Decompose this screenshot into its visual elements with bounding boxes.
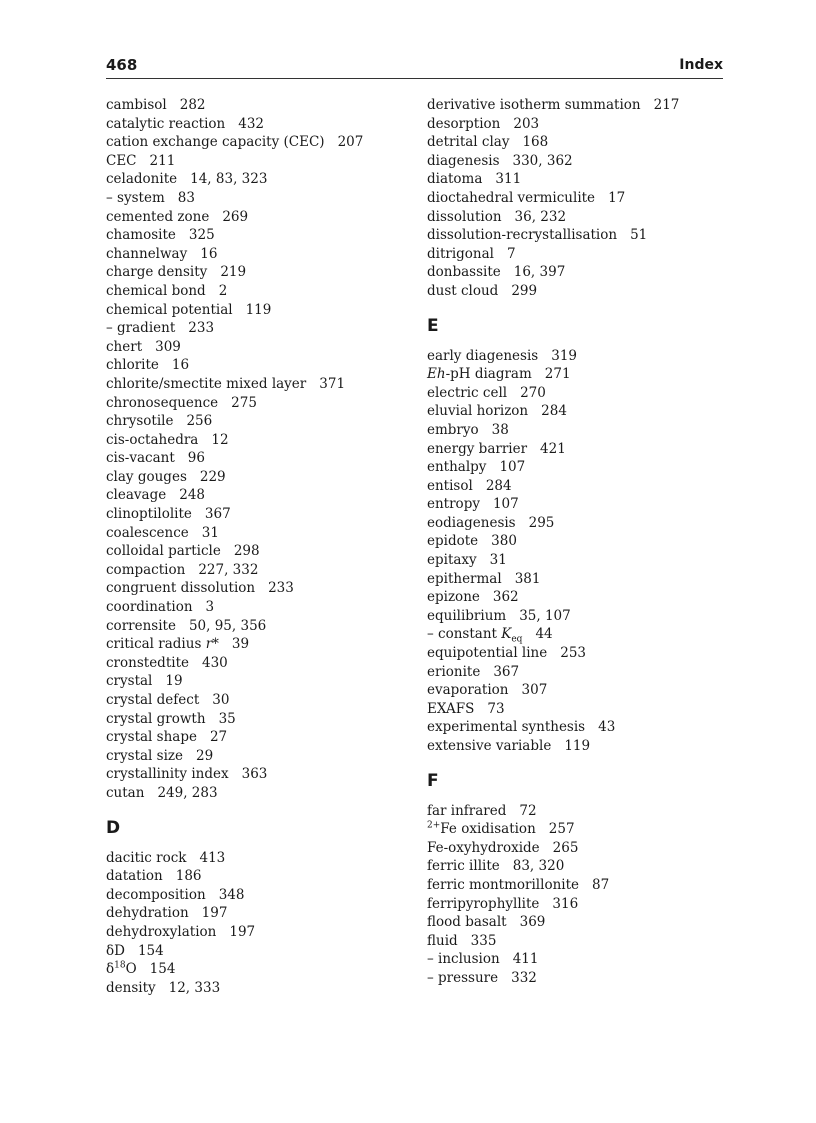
index-term: electric cell [427,384,508,401]
index-term-italic: r* [205,636,219,653]
index-page-numbers: 197 [229,923,256,940]
index-page-numbers: 227, 332 [198,561,259,578]
index-page-numbers: 282 [179,97,206,113]
index-entry [106,486,406,505]
index-page-numbers: 16, 397 [513,264,566,281]
index-entry [427,663,727,682]
index-term: ferripyrophyllite [427,895,540,912]
index-page-numbers: 371 [319,375,346,392]
index-page-numbers: 96 [187,450,205,467]
index-page-numbers: 330, 362 [512,152,573,169]
index-entry [427,950,727,969]
index-page-numbers: 31 [201,524,219,541]
index-page-numbers: 211 [149,152,176,169]
index-term: crystal size [106,747,183,764]
index-page-numbers: 19 [165,673,183,690]
index-page-numbers: 29 [196,747,214,764]
index-term: – inclusion [427,951,500,968]
index-page-numbers: 50, 95, 356 [188,617,267,634]
index-entry [106,412,406,431]
index-entry [106,561,406,580]
index-entry [106,960,406,979]
index-term-superscript: 18 [114,960,126,971]
section-letter-e: E [427,315,439,336]
index-term: erionite [427,663,481,680]
index-entry [106,598,406,617]
index-term: cronstedtite [106,654,189,671]
index-term: critical radius [106,636,202,653]
index-term: crystal shape [106,729,197,746]
index-entry [427,133,727,152]
index-term: cation exchange capacity (CEC) [106,134,325,151]
index-term: derivative isotherm summation [427,97,641,113]
index-entry [427,402,727,421]
index-page-numbers: 39 [231,636,250,653]
index-entry [427,551,727,570]
index-entry [106,152,406,171]
index-page-numbers: 107 [499,459,526,476]
index-page-numbers: 248 [179,487,206,504]
index-page-numbers: 72 [519,802,537,819]
index-page-numbers: 168 [522,134,549,151]
index-entry [106,904,406,923]
index-term: epidote [427,533,479,550]
page-header [106,56,723,79]
index-entry [427,245,727,264]
index-entry [427,737,727,756]
index-entry [106,301,406,320]
index-term-italic: Eh [427,366,446,383]
index-entry [427,913,727,932]
index-entry [106,189,406,208]
index-entry [427,514,727,533]
index-entry [427,644,727,663]
index-entry [106,747,406,766]
index-page-numbers: 17 [608,189,626,206]
index-term: diagenesis [427,152,500,169]
index-entries-d [106,849,406,998]
index-term: – gradient [106,320,176,337]
index-page-numbers: 411 [512,951,539,968]
index-page-numbers: 335 [470,932,497,949]
index-term: congruent dissolution [106,580,256,597]
index-term: ferric illite [427,858,500,875]
index-page-numbers: 36, 232 [514,208,567,225]
index-term: charge density [106,264,208,281]
index-term: crystal defect [106,692,200,708]
index-term: chamosite [106,227,176,244]
index-entry [106,710,406,729]
index-term: diatoma [427,171,483,188]
section-letter-d: D [106,817,121,838]
index-entry [106,208,406,227]
index-term: donbassite [427,264,501,281]
index-term: eluvial horizon [427,403,529,420]
index-term: ferric montmorillonite [427,876,580,893]
index-entry [427,477,727,496]
index-term: fluid [427,932,458,949]
index-page-numbers: 413 [199,849,226,866]
index-page-numbers: 229 [199,468,226,485]
index-term: O [125,961,137,978]
index-term: crystal growth [106,710,206,727]
index-term: dissolution [427,208,502,225]
index-term: – constant [427,626,497,643]
index-entry [427,532,727,551]
index-column-left [106,96,406,997]
index-term-continued: oxidisation [456,821,536,838]
index-entry [106,394,406,413]
index-term: chlorite [106,357,159,374]
index-term: channelway [106,245,188,262]
index-entry [106,449,406,468]
index-entry [106,672,406,691]
index-page-numbers: 298 [233,543,260,560]
index-term-subscript: eq [511,635,523,646]
index-entry [106,942,406,961]
index-page-numbers: 7 [507,245,516,262]
index-term: chert [106,338,143,355]
index-term: cutan [106,784,145,801]
index-term: desorption [427,115,501,132]
index-page-numbers: 253 [560,645,587,662]
index-entry [106,635,406,654]
index-entries-d-cont [427,96,727,301]
index-entry [106,245,406,264]
index-page-numbers: 284 [541,403,567,420]
index-entry [427,876,727,895]
index-term: cambisol [106,97,167,113]
index-term: enthalpy [427,459,487,476]
index-entry [427,718,727,737]
index-entry [106,867,406,886]
index-entry [427,625,727,644]
index-entry [106,282,406,301]
index-page-numbers: 325 [188,227,215,244]
index-term: crystal [106,673,153,690]
index-term-symbol: δ [106,961,115,978]
index-term: clay gouges [106,468,187,485]
index-page-numbers: 119 [245,301,272,318]
index-entry [427,170,727,189]
index-term: dissolution-recrystallisation [427,227,618,244]
index-entry [427,226,727,245]
index-page-numbers: 307 [521,682,548,699]
index-page-numbers: 119 [564,738,591,754]
index-page-numbers: 197 [201,905,228,922]
index-page-numbers: 87 [592,876,610,893]
index-page-numbers: 203 [513,115,540,132]
index-entry [106,886,406,905]
index-term: -pH diagram [445,366,532,383]
index-entries-c [106,96,406,803]
index-page-numbers: 51 [630,227,648,244]
index-entry [427,365,727,384]
index-page-numbers: 233 [268,580,294,597]
index-term: crystallinity index [106,766,229,783]
index-page-numbers: 332 [511,969,537,986]
index-term: far infrared [427,802,507,819]
index-page-numbers: 319 [551,347,578,364]
index-page-numbers: 73 [487,700,505,717]
page-number: 468 [106,56,138,74]
index-page-numbers: 256 [186,413,213,430]
index-term: – system [106,189,165,206]
index-entry [427,607,727,626]
index-term: dehydration [106,905,189,922]
index-page-numbers: 275 [231,394,257,411]
index-term: dust cloud [427,282,499,299]
index-term: experimental synthesis [427,719,586,736]
index-page-numbers: 154 [137,942,164,959]
index-term: dioctahedral vermiculite [427,189,596,206]
index-term: evaporation [427,682,509,699]
index-page-numbers: 16 [200,245,218,262]
index-entry [427,208,727,227]
index-page-numbers: 154 [149,961,176,978]
index-term: chemical bond [106,282,206,299]
index-entry [427,681,727,700]
index-page-numbers: 12, 333 [168,979,221,996]
index-term: eodiagenesis [427,514,516,531]
index-page-numbers: 367 [493,663,520,680]
index-term: datation [106,868,163,885]
index-entry [106,263,406,282]
index-term: epithermal [427,570,502,587]
index-term: detrital clay [427,134,510,151]
index-term: extensive variable [427,738,552,754]
index-entry [106,226,406,245]
index-page-numbers: 270 [520,384,546,401]
index-page-numbers: 27 [209,729,228,746]
index-term: coordination [106,599,193,616]
index-term: Fe [440,821,457,838]
index-entry [427,152,727,171]
index-term: entropy [427,496,480,513]
index-page-numbers: 363 [241,766,268,783]
index-term: embryo [427,421,479,438]
index-page-numbers: 12 [211,431,229,448]
index-entry [106,96,406,115]
index-page-numbers: 421 [540,440,566,457]
index-page-numbers: 381 [514,570,541,587]
index-page-numbers: 369 [519,914,546,931]
index-page-numbers: 35, 107 [519,607,571,624]
index-entry [427,115,727,134]
index-column-right [427,96,727,988]
index-page-numbers: 207 [337,134,364,151]
index-entry [106,505,406,524]
index-entry [427,700,727,719]
index-term: equilibrium [427,607,507,624]
index-page-numbers: 14, 83, 323 [190,171,268,188]
index-entry [427,421,727,440]
index-entry [106,542,406,561]
index-term: epitaxy [427,552,477,569]
index-entry [106,765,406,784]
index-term: catalytic reaction [106,115,226,132]
index-entry [427,440,727,459]
index-term: CEC [106,152,137,169]
index-entry [427,895,727,914]
index-entry [427,263,727,282]
index-page-numbers: 186 [175,868,202,885]
index-page-numbers: 316 [552,895,579,912]
index-page-numbers: 219 [220,264,247,281]
index-term: clinoptilolite [106,506,192,523]
index-page-numbers: 257 [548,821,575,838]
index-term: corrensite [106,617,176,634]
index-page-numbers: 271 [544,366,571,383]
index-term: decomposition [106,886,206,903]
index-term: Fe-oxyhydroxide [427,839,540,856]
index-page-numbers: 348 [218,886,245,903]
index-entry [427,495,727,514]
index-page-numbers: 107 [492,496,519,513]
index-term: chemical potential [106,301,233,318]
index-term: entisol [427,477,473,494]
index-term: celadonite [106,171,178,188]
index-page-numbers: 311 [495,171,522,188]
index-entry [106,170,406,189]
index-entry [427,282,727,301]
index-entry [106,923,406,942]
index-page-numbers: 367 [204,506,231,523]
index-page-numbers: 83 [177,189,195,206]
index-entry [106,338,406,357]
index-term: equipotential line [427,645,548,662]
index-page-numbers: 295 [528,514,555,531]
index-entry [106,579,406,598]
index-entry [427,857,727,876]
index-term: chronosequence [106,394,219,411]
index-entry [427,969,727,988]
index-page-numbers: 380 [491,533,517,550]
index-entry [427,189,727,208]
index-entry [106,115,406,134]
index-term: D [114,942,125,959]
index-page-numbers: 35 [218,710,236,727]
index-entry [106,617,406,636]
index-term: coalescence [106,524,189,541]
index-term-italic: K [501,626,512,643]
index-entry [106,691,406,710]
index-page-numbers: 269 [222,208,249,225]
index-term: ditrigonal [427,245,494,262]
index-page-numbers: 299 [511,282,538,299]
index-entry [106,133,406,152]
index-page-numbers: 3 [205,599,215,616]
index-page-numbers: 38 [491,421,509,438]
index-term: cemented zone [106,208,210,225]
index-page-numbers: 31 [489,552,507,569]
index-term-symbol: δ [106,942,115,959]
index-entry [427,802,727,821]
index-entries-f [427,802,727,988]
index-term-superscript: 2+ [427,820,441,831]
index-entry [427,458,727,477]
index-page-numbers: 284 [485,477,512,494]
index-page-numbers: 265 [552,839,579,856]
index-entry [427,588,727,607]
index-page-numbers: 30 [212,692,230,708]
index-term: cis-vacant [106,450,175,467]
index-entry [106,356,406,375]
index-entry [427,820,727,839]
index-term: – pressure [427,969,499,986]
index-page-numbers: 217 [653,97,680,113]
index-term: flood basalt [427,914,507,931]
index-term: density [106,979,156,996]
index-entry [106,319,406,338]
index-term: early diagenesis [427,347,539,364]
index-page-numbers: 432 [238,115,265,132]
index-entry [427,384,727,403]
index-page-numbers: 2 [218,282,228,299]
index-entry [106,728,406,747]
index-term: epizone [427,589,480,606]
index-entry [427,96,727,115]
index-page-numbers: 43 [598,719,616,736]
index-page-numbers: 249, 283 [157,784,218,801]
section-letter-f: F [427,770,439,791]
index-term: chrysotile [106,413,174,430]
index-entry [106,979,406,998]
index-entry [106,784,406,803]
index-entry [427,839,727,858]
index-term: EXAFS [427,700,475,717]
index-entry [106,849,406,868]
index-page-numbers: 83, 320 [512,858,565,875]
index-term: energy barrier [427,440,528,457]
index-entry [106,524,406,543]
index-term: colloidal particle [106,543,221,560]
index-term: chlorite/smectite mixed layer [106,375,307,392]
index-page-numbers: 16 [171,357,190,374]
index-term: dehydroxylation [106,923,217,940]
running-title: Index [679,57,723,73]
index-entry [106,375,406,394]
index-term: compaction [106,561,186,578]
index-entry [106,431,406,450]
index-term: dacitic rock [106,849,187,866]
index-entry [427,347,727,366]
index-entry [427,932,727,951]
index-entry [106,654,406,673]
index-entries-e [427,347,727,756]
index-page-numbers: 430 [201,654,228,671]
index-page-numbers: 233 [188,320,215,337]
index-entry [427,570,727,589]
index-term: cis-octahedra [106,431,199,448]
index-term: cleavage [106,487,167,504]
index-page-numbers: 44 [535,626,553,643]
index-entry [106,468,406,487]
index-page-numbers: 362 [492,589,519,606]
index-page-numbers: 309 [155,338,181,355]
